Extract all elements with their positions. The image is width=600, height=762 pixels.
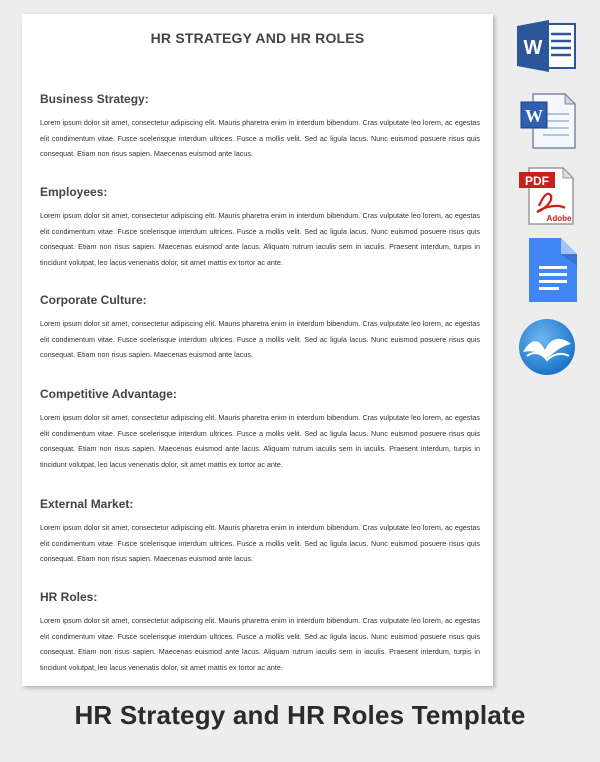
- section-heading: External Market:: [40, 497, 134, 511]
- openoffice-icon[interactable]: [515, 316, 579, 383]
- document-title: HR STRATEGY AND HR ROLES: [150, 30, 365, 46]
- word-2013-letter: W: [523, 37, 543, 59]
- pdf-sublabel: Adobe: [546, 214, 572, 223]
- pdf-icon[interactable]: [515, 166, 579, 231]
- section-heading: Employees:: [40, 185, 108, 199]
- section-corporate-culture: [40, 293, 480, 363]
- document-page: [22, 14, 493, 686]
- section-business-strategy: [40, 92, 480, 162]
- google-docs-icon[interactable]: [515, 236, 579, 309]
- section-body: Lorem ipsum dolor sit amet, consectetur adipiscing elit. Mauris pharetra enim in interdum bibendum. Cras vulputate leo lorem, ac egestas elit condimentum vitae. Fusce scelerisque interdum ultrices. Fusce a mollis velit. Sed ac ligula lacus. Nunc euismod posuere risus quis consequat. Etiam non risus sapien. Maecenas euismod ante lacus. Aliquam rutrum iaculis sem in iaculis. Praesent interdum, turpis in tincidunt volutpat, leo lacus venenatis dolor, sit amet mattis ex tortor ac ante.: [40, 616, 480, 672]
- word-2003-letter: W: [525, 106, 543, 126]
- pdf-label: PDF: [525, 174, 549, 188]
- section-body: Lorem ipsum dolor sit amet, consectetur adipiscing elit. Mauris pharetra enim in interdum bibendum. Cras vulputate leo lorem, ac egestas elit condimentum vitae. Fusce scelerisque interdum ultrices. Fusce a mollis velit. Sed ac ligula lacus. Nunc euismod posuere risus quis consequat. Etiam non risus sapien. Maecenas euismod ante lacus.: [40, 118, 480, 158]
- section-external-market: [40, 497, 480, 567]
- section-body: Lorem ipsum dolor sit amet, consectetur adipiscing elit. Mauris pharetra enim in interdum bibendum. Cras vulputate leo lorem, ac egestas elit condimentum vitae. Fusce scelerisque interdum ultrices. Fusce a mollis velit. Sed ac ligula lacus. Nunc euismod posuere risus quis consequat. Etiam non risus sapien. Maecenas euismod ante lacus.: [40, 319, 480, 359]
- section-heading: HR Roles:: [40, 590, 98, 604]
- section-employees: [40, 185, 480, 270]
- section-competitive-advantage: [40, 387, 480, 472]
- word-2003-icon[interactable]: [515, 92, 579, 155]
- template-title: HR Strategy and HR Roles Template: [74, 700, 526, 730]
- section-hr-roles: [40, 590, 480, 675]
- section-heading: Business Strategy:: [40, 92, 149, 106]
- section-body: Lorem ipsum dolor sit amet, consectetur adipiscing elit. Mauris pharetra enim in interdum bibendum. Cras vulputate leo lorem, ac egestas elit condimentum vitae. Fusce scelerisque interdum ultrices. Fusce a mollis velit. Sed ac ligula lacus. Nunc euismod posuere risus quis consequat. Etiam non risus sapien. Maecenas euismod ante lacus. Aliquam rutrum iaculis sem in iaculis. Praesent interdum, turpis in tincidunt volutpat, leo lacus venenatis dolor, sit amet mattis ex tortor ac ante.: [40, 211, 480, 267]
- section-body: Lorem ipsum dolor sit amet, consectetur adipiscing elit. Mauris pharetra enim in interdum bibendum. Cras vulputate leo lorem, ac egestas elit condimentum vitae. Fusce scelerisque interdum ultrices. Fusce a mollis velit. Sed ac ligula lacus. Nunc euismod posuere risus quis consequat. Etiam non risus sapien. Maecenas euismod ante lacus. Aliquam rutrum iaculis sem in iaculis. Praesent interdum, turpis in tincidunt volutpat, leo lacus venenatis dolor, sit amet mattis ex tortor ac ante.: [40, 413, 480, 469]
- section-heading: Corporate Culture:: [40, 293, 147, 307]
- section-body: Lorem ipsum dolor sit amet, consectetur adipiscing elit. Mauris pharetra enim in interdum bibendum. Cras vulputate leo lorem, ac egestas elit condimentum vitae. Fusce scelerisque interdum ultrices. Fusce a mollis velit. Sed ac ligula lacus. Nunc euismod posuere risus quis consequat. Etiam non risus sapien. Maecenas euismod ante lacus.: [40, 523, 480, 563]
- section-heading: Competitive Advantage:: [40, 387, 177, 401]
- word-2013-icon[interactable]: [515, 20, 579, 77]
